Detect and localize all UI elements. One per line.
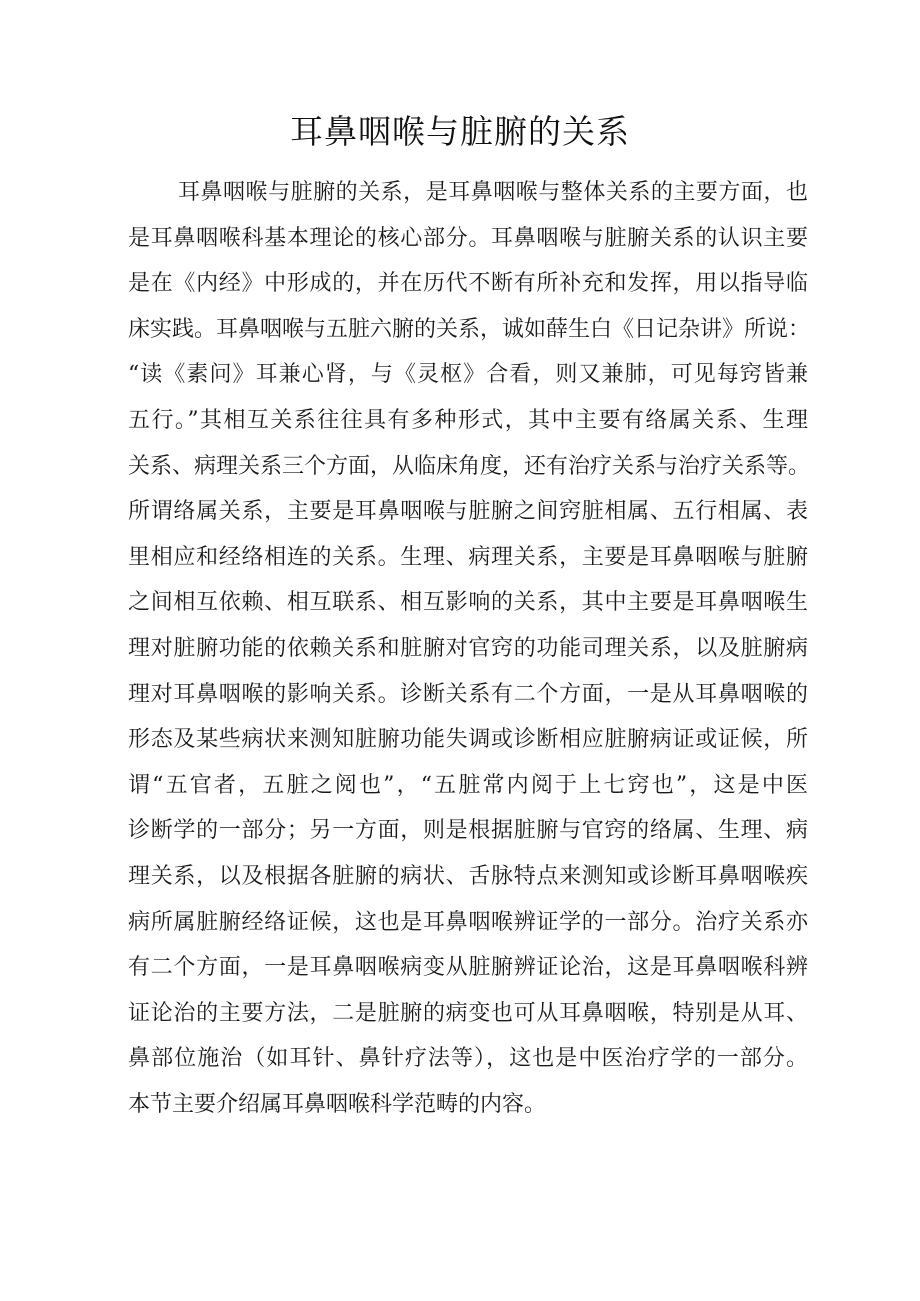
- paragraph-line: 鼻部位施治（如耳针、鼻针疗法等），这也是中医治疗学的一部分。: [128, 1046, 808, 1072]
- paragraph-line: 谓“五官者，五脏之阅也”，“五脏常内阅于上七窍也”，这是中医: [128, 772, 808, 798]
- paragraph-line: 耳鼻咽喉与脏腑的关系，是耳鼻咽喉与整体关系的主要方面，也: [178, 180, 808, 205]
- paragraph-line: “读《素问》耳兼心肾，与《灵枢》合看，则又兼肺，可见每窍皆兼: [128, 362, 808, 388]
- paragraph-line: 病所属脏腑经络证候，这也是耳鼻咽喉辨证学的一部分。治疗关系亦: [128, 909, 808, 935]
- paragraph-line: 是在《内经》中形成的，并在历代不断有所补充和发挥，用以指导临: [128, 271, 808, 297]
- paragraph-line: 理关系，以及根据各脏腑的病状、舌脉特点来测知或诊断耳鼻咽喉疾: [128, 863, 808, 889]
- paragraph-line: 诊断学的一部分；另一方面，则是根据脏腑与官窍的络属、生理、病: [128, 818, 808, 844]
- paragraph-line: 所谓络属关系，主要是耳鼻咽喉与脏腑之间窍脏相属、五行相属、表: [128, 499, 808, 525]
- paragraph-line: 理对脏腑功能的依赖关系和脏腑对官窍的功能司理关系，以及脏腑病: [128, 635, 808, 661]
- paragraph-line: 床实践。耳鼻咽喉与五脏六腑的关系，诚如薛生白《日记杂讲》所说：: [128, 316, 811, 342]
- paragraph-line: 证论治的主要方法，二是脏腑的病变也可从耳鼻咽喉，特别是从耳、: [128, 1000, 808, 1026]
- paragraph-line: 有二个方面，一是耳鼻咽喉病变从脏腑辨证论治，这是耳鼻咽喉科辨: [128, 955, 808, 981]
- paragraph-line: 理对耳鼻咽喉的影响关系。诊断关系有二个方面，一是从耳鼻咽喉的: [128, 681, 808, 707]
- paragraph-line: 形态及某些病状来测知脏腑功能失调或诊断相应脏腑病证或证候，所: [128, 727, 808, 753]
- document-title: 耳鼻咽喉与脏腑的关系: [290, 112, 630, 151]
- paragraph-line: 是耳鼻咽喉科基本理论的核心部分。耳鼻咽喉与脏腑关系的认识主要: [128, 225, 808, 251]
- paragraph-line: 本节主要介绍属耳鼻咽喉科学范畴的内容。: [128, 1091, 547, 1117]
- paragraph-line: 关系、病理关系三个方面，从临床角度，还有治疗关系与治疗关系等。: [128, 453, 811, 479]
- paragraph-line: 之间相互依赖、相互联系、相互影响的关系，其中主要是耳鼻咽喉生: [128, 590, 808, 616]
- document-body: [128, 170, 811, 1127]
- paragraph-line: 里相应和经络相连的关系。生理、病理关系，主要是耳鼻咽喉与脏腑: [128, 544, 808, 570]
- paragraph-line: 五行。”其相互关系往往具有多种形式，其中主要有络属关系、生理: [128, 407, 808, 433]
